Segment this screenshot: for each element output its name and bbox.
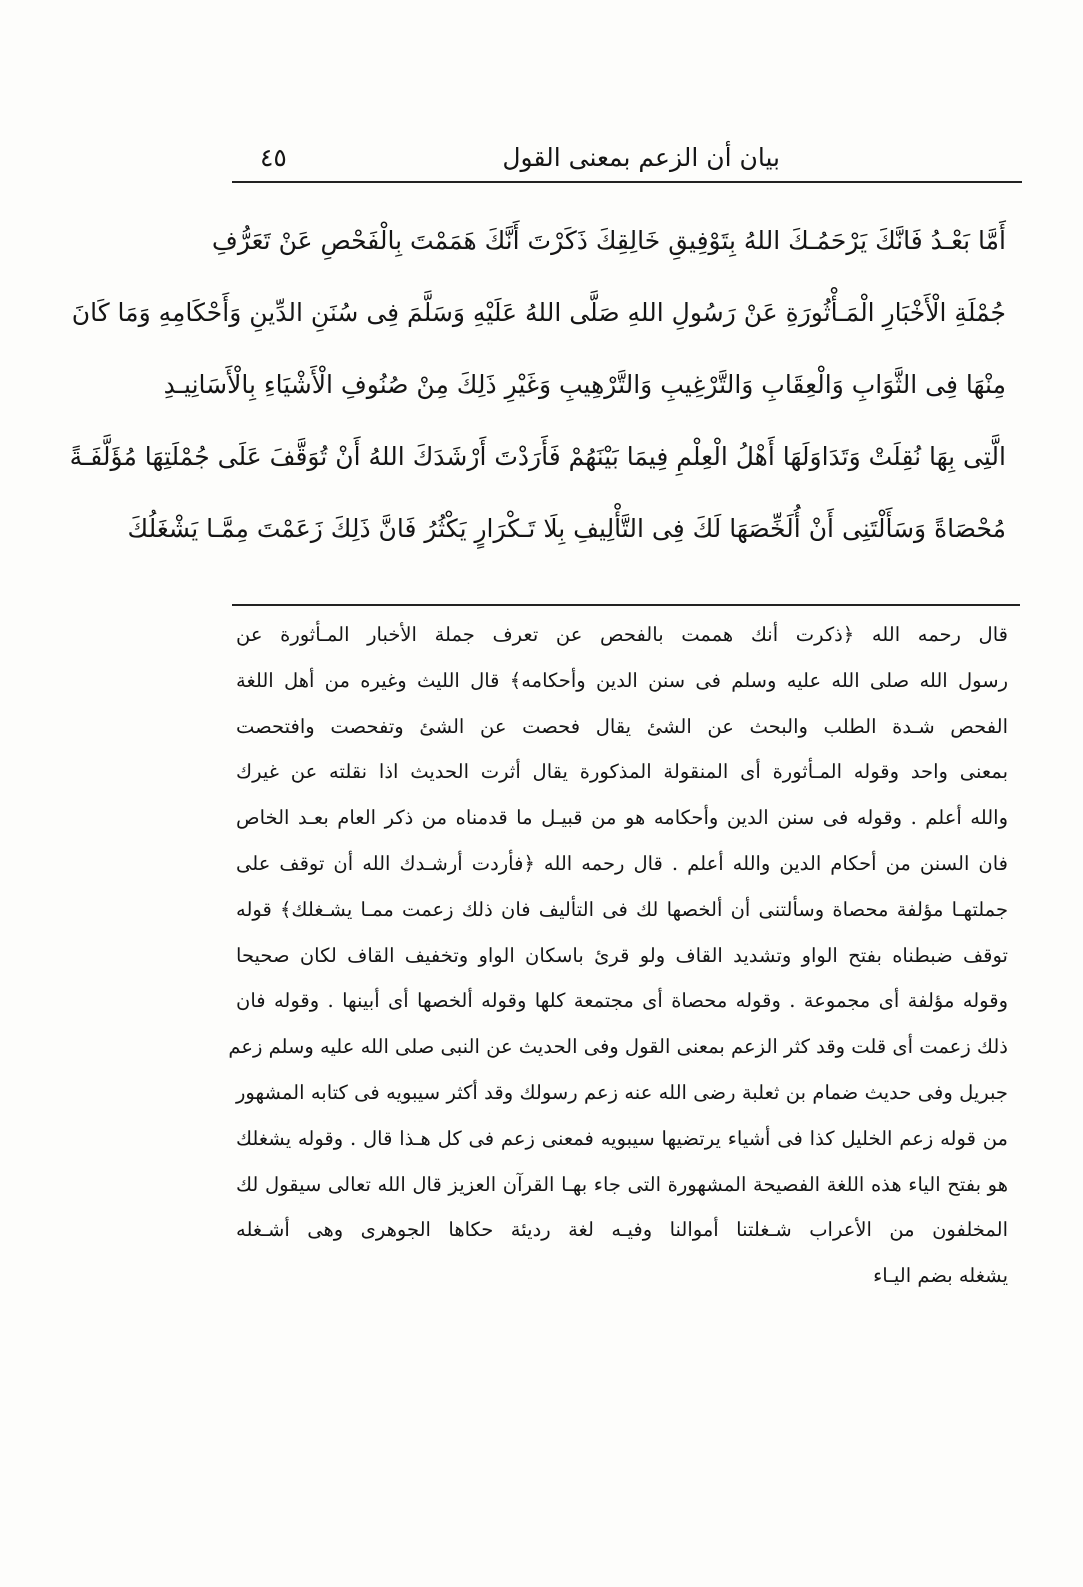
main-text-line: جُمْلَةِ الْأَخْبَارِ الْمَـأْثُورَةِ عَنْ رَسُولِ اللهِ صَلَّى اللهُ عَلَيْهِ وَسَلَّمَ فِى سُنَنِ الدِّينِ وَأَحْكَامِهِ وَمَا كَانَ (71, 298, 1006, 327)
commentary-line: فان السنن من أحكام الدين والله أعلم . قال رحمه الله ﴿فأردت أرشـدك الله أن توقف على (236, 851, 1008, 875)
commentary-block (228, 612, 1009, 1299)
commentary-line: هو بفتح الياء هذه اللغة الفصيحة المشهورة التى جاء بهـا القرآن العزيز قال الله تعالى سيقول لك (236, 1172, 1008, 1196)
commentary-line: المخلفون من الأعراب شـغلتنا أموالنا وفيـه لغة رديئة حكاها الجوهرى وهى أشـغله (236, 1218, 1009, 1242)
page-number: ٤٥ (260, 143, 287, 172)
section-divider (232, 604, 1020, 606)
main-text-line: الَّتِى بِهَا نُقِلَتْ وَتَدَاوَلَهَا أَهْلُ الْعِلْمِ فِيمَا بَيْنَهُمْ فَأَرَدْتَ أَرْشَدَكَ اللهُ أَنْ تُوَقَّفَ عَلَى جُمْلَتِهَا مُؤَلَّفَـةً (69, 442, 1006, 471)
commentary-line: بمعنى واحد وقوله المـأثورة أى المنقولة المذكورة يقال أثرت الحديث اذا نقلته عن غيرك (236, 760, 1008, 784)
commentary-line: رسول الله صلى الله عليه وسلم فى سنن الدين وأحكامه﴾ قال الليث وغيره من أهل اللغة (236, 668, 1008, 692)
commentary-line: توقف ضبطناه بفتح الواو وتشديد القاف ولو قرئ باسكان الواو وتخفيف القاف لكان صحيحا (236, 943, 1008, 967)
commentary-line: جبريل وفى حديث ضمام بن ثعلبة رضى الله عنه زعم رسولك وقد أكثر سيبويه فى كتابه المشهور (236, 1080, 1008, 1104)
header-rule (232, 181, 1022, 183)
commentary-line: جملتهـا مؤلفة محصاة وسألتنى أن ألخصها لك فى التأليف فان ذلك زعمت ممـا يشـغلك﴾ قوله (236, 897, 1008, 921)
main-text-line: مُحْصَاةً وَسَأَلْتَنِى أَنْ أُلَخِّصَهَا لَكَ فِى التَّأْلِيفِ بِلَا تَـكْرَارٍ يَكْثُرُ فَانَّ ذَلِكَ زَعَمْتَ مِمَّـا يَشْغَلُكَ (127, 514, 1006, 543)
main-text-line: مِنْهَا فِى الثَّوَابِ وَالْعِقَابِ وَالتَّرْغِيبِ وَالتَّرْهِيبِ وَغَيْرِ ذَلِكَ مِنْ صُنُوفِ الْأَشْيَاءِ بِالْأَسَانِيـدِ (163, 370, 1006, 399)
main-text-line: أَمَّا بَعْـدُ فَانَّكَ يَرْحَمُـكَ اللهُ بِتَوْفِيقِ خَالِقِكَ ذَكَرْتَ أَنَّكَ هَمَمْتَ بِالْفَحْصِ عَنْ تَعَرُّفِ (211, 226, 1006, 255)
commentary-line: ذلك زعمت أى قلت وقد كثر الزعم بمعنى القول وفى الحديث عن النبى صلى الله عليه وسلم زعم (228, 1035, 1008, 1059)
commentary-line: قال رحمه الله ﴿ذكرت أنك هممت بالفحص عن تعرف جملة الأخبار المـأثورة عن (236, 623, 1008, 646)
commentary-line: يشغله بضم اليـاء (873, 1264, 1008, 1288)
page-header (230, 140, 1020, 182)
commentary-line: وقوله مؤلفة أى مجموعة . وقوله محصاة أى مجتمعة كلها وقوله ألخصها أى أبينها . وقوله فان (236, 989, 1008, 1013)
commentary-line: من قوله زعم الخليل كذا فى أشياء يرتضيها سيبويه فمعنى زعم فى كل هـذا قال . وقوله يشغلك (236, 1126, 1008, 1150)
running-title: بيان أن الزعم بمعنى القول (502, 143, 780, 172)
commentary-line: الفحص شـدة الطلب والبحث عن الشئ يقال فحصت عن الشئ وتفحصت وافتحصت (236, 714, 1008, 738)
main-text-block (69, 205, 1006, 565)
commentary-line: والله أعلم . وقوله فى سنن الدين وأحكامه هو من قبيـل ما قدمناه من ذكر العام بعـد الخاص (236, 806, 1008, 830)
